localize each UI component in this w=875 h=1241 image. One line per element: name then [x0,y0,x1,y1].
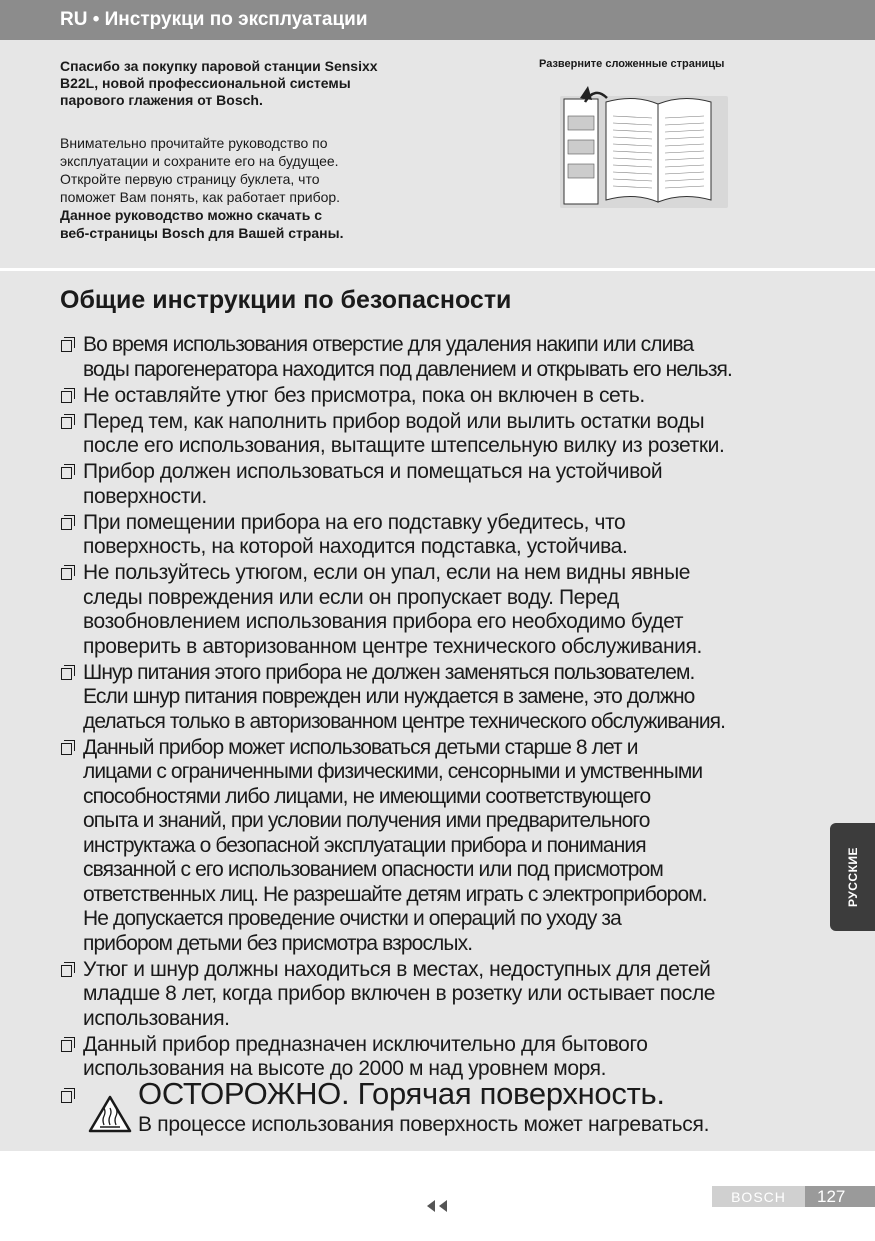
language-tab[interactable] [830,823,875,931]
list-item: Утюг и шнур должны находиться в местах, недоступных для детей младше 8 лет, когда прибор включен в розетку или остывает после использования. [60,958,820,1032]
list-item: Перед тем, как наполнить прибор водой или вылить остатки воды после его использования, вытащите штепсельную вилку из розетки. [60,410,820,459]
checkbox-bullet-icon [61,391,72,403]
section-title: Общие инструкции по безопасности [60,286,512,314]
checkbox-bullet-icon [61,743,72,755]
previous-page-icon[interactable] [425,1198,451,1214]
unfold-pages-illustration [555,76,735,211]
warning-text: В процессе использования поверхность может нагреваться. [138,1112,710,1136]
header-title: RU • Инструкци по эксплуатации [60,9,368,30]
intro-thanks: Спасибо за покупку паровой станции Sensixx B22L, новой профессиональной системы парового глажения от Bosch. [60,58,378,108]
page-header [0,0,875,40]
safety-section [0,271,875,1151]
checkbox-bullet-icon [61,568,72,580]
checkbox-bullet-icon [61,1040,72,1052]
fold-caption: Разверните сложенные страницы [539,58,725,70]
page-number-box [805,1186,875,1207]
checkbox-bullet-icon [61,965,72,977]
checkbox-bullet-icon [61,668,72,680]
hot-surface-warning [60,1075,820,1136]
footer-brand-box [712,1186,805,1207]
list-item: Во время использования отверстие для удаления накипи или слива воды парогенератора находится под давлением и открывать его нельзя. [60,333,820,382]
warning-title: ОСТОРОЖНО. Горячая поверхность. [138,1075,665,1111]
checkbox-bullet-icon [61,417,72,429]
list-item: Прибор должен использоваться и помещаться на устойчивой поверхности. [60,460,820,509]
list-item: Шнур питания этого прибора не должен заменяться пользователем. Если шнур питания поврежден или нуждается в замене, это должно делаться только в авторизованном центре технического обслуживания. [60,661,820,735]
hot-surface-warning-icon [87,1094,133,1134]
safety-list [60,333,820,1136]
intro-instructions: Внимательно прочитайте руководство по эксплуатации и сохраните его на будущее. Откройте первую страницу буклета, что поможет Вам понять, как работает прибор. [60,135,341,205]
list-item: Не оставляйте утюг без присмотра, пока он включен в сеть. [60,384,820,409]
brand-name: BOSCH [731,1189,786,1205]
checkbox-bullet-icon [61,467,72,479]
page-number: 127 [817,1187,846,1206]
checkbox-bullet-icon [61,518,72,530]
intro-download: Данное руководство можно скачать с веб-страницы Bosch для Вашей страны. [60,207,344,241]
list-item: Данный прибор предназначен исключительно для бытового использования на высоте до 2000 м над уровнем моря. [60,1033,820,1082]
intro-panel [0,40,875,268]
list-item: Данный прибор может использоваться детьми старше 8 лет и лицами с ограниченными физическими, сенсорными и умственными способностями либо лицами, не имеющими соответствующего опыта и знаний, при условии получения ими предварительного инструктажа о безопасной эксплуатации прибора и понимания связанной с его использованием опасности или под присмотром ответственных лиц. Не разрешайте детям играть с электроприбором. Не допускается проведение очистки и операций по уходу за прибором детьми без присмотра взрослых. [60,736,820,957]
checkbox-bullet-icon [61,1091,72,1103]
list-item: Не пользуйтесь утюгом, если он упал, если на нем видны явные следы повреждения или если он пропускает воду. Перед возобновлением использования прибора его необходимо будет проверить в авторизованном центре технического обслуживания. [60,561,820,659]
language-tab-label: РУССКИЕ [845,846,860,908]
checkbox-bullet-icon [61,340,72,352]
list-item: При помещении прибора на его подставку убедитесь, что поверхность, на которой находится подставка, устойчива. [60,511,820,560]
